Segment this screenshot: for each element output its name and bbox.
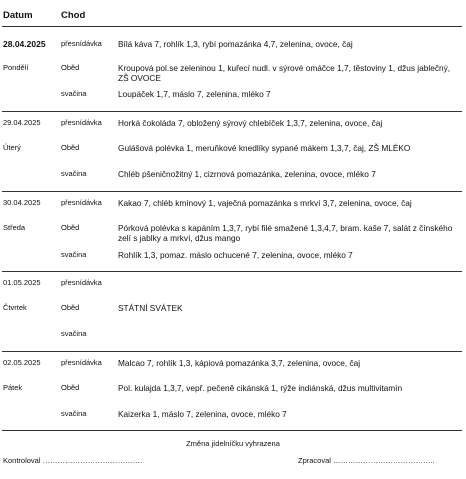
day-divider bbox=[2, 271, 462, 272]
course-label: Oběd bbox=[61, 223, 80, 232]
dish-text: Bílá káva 7, rohlík 1,3, rybí pomazánka 4,7, zelenina, ovoce, čaj bbox=[118, 39, 353, 49]
dish-text: Horká čokoláda 7, obložený sýrový chlebíček 1,3,7, zelenina, ovoce, čaj bbox=[118, 118, 383, 128]
day-date: 01.05.2025 bbox=[3, 278, 41, 287]
dish-text: Pórková polévka s kapáním 1,3,7, rybí filé smažené 1,3,4,7, bram. kaše 7, salát z čínského zelí s jablky a mrkví, džus mango bbox=[118, 223, 453, 243]
course-label: přesnídávka bbox=[61, 39, 102, 48]
day-date: 30.04.2025 bbox=[3, 198, 41, 207]
course-label: přesnídávka bbox=[61, 278, 102, 287]
day-weekday: Pondělí bbox=[3, 63, 29, 72]
day-divider bbox=[2, 111, 462, 112]
course-label: svačina bbox=[61, 329, 87, 338]
day-weekday: Úterý bbox=[3, 143, 21, 152]
course-label: svačina bbox=[61, 250, 87, 259]
dish-text: Kakao 7, chléb kmínový 1, vaječná pomazánka s mrkví 3,7, zelenina, ovoce, čaj bbox=[118, 198, 412, 208]
dish-text: Chléb pšeničnožitný 1, cizrnová pomazánka, zelenina, ovoce, mléko 7 bbox=[118, 169, 376, 179]
day-weekday: Středa bbox=[3, 223, 26, 232]
day-divider bbox=[2, 191, 462, 192]
course-label: Oběd bbox=[61, 63, 80, 72]
day-weekday: Čtvrtek bbox=[3, 303, 27, 312]
course-label: svačina bbox=[61, 169, 87, 178]
dish-text: Kroupová pol.se zeleninou 1, kuřecí nudl. v sýrové omáčce 1,7, těstoviny 1, džus jablečný, ZŠ OVOCE bbox=[118, 63, 451, 83]
course-label: přesnídávka bbox=[61, 358, 102, 367]
day-date: 28.04.2025 bbox=[3, 39, 46, 49]
dish-text: Rohlík 1,3, pomaz. máslo ochucené 7, zelenina, ovoce, mléko 7 bbox=[118, 250, 353, 260]
dish-text: Kaizerka 1, máslo 7, zelenina, ovoce, mléko 7 bbox=[118, 409, 287, 419]
holiday-text: STÁTNÍ SVÁTEK bbox=[118, 303, 183, 313]
course-label: svačina bbox=[61, 89, 87, 98]
dish-text: Loupáček 1,7, máslo 7, zelenina, mléko 7 bbox=[118, 89, 271, 99]
day-weekday: Pátek bbox=[3, 383, 23, 392]
header-divider bbox=[2, 26, 462, 27]
checked-by-signature-line: Kontroloval …………………………………. bbox=[3, 456, 143, 465]
column-header-course: Chod bbox=[61, 10, 86, 21]
prepared-by-signature-line: Zpracoval ………………………………….. bbox=[298, 456, 435, 465]
menu-change-note: Změna jídelníčku vyhrazena bbox=[186, 439, 280, 448]
course-label: Oběd bbox=[61, 303, 80, 312]
course-label: přesnídávka bbox=[61, 198, 102, 207]
course-label: svačina bbox=[61, 409, 87, 418]
day-divider bbox=[2, 430, 462, 431]
course-label: přesnídávka bbox=[61, 118, 102, 127]
day-divider bbox=[2, 351, 462, 352]
day-date: 29.04.2025 bbox=[3, 118, 41, 127]
course-label: Oběd bbox=[61, 143, 80, 152]
dish-text: Gulášová polévka 1, meruňkové knedlíky sypané mákem 1,3,7, čaj, ZŠ MLÉKO bbox=[118, 143, 411, 153]
dish-text: Malcao 7, rohlík 1,3, kápiová pomazánka 3,7, zelenina, ovoce, čaj bbox=[118, 358, 361, 368]
dish-text: Pol. kulajda 1,3,7, vepř. pečeně cikánská 1, rýže indiánská, džus multivitamín bbox=[118, 383, 403, 393]
day-date: 02.05.2025 bbox=[3, 358, 41, 367]
course-label: Oběd bbox=[61, 383, 80, 392]
column-header-date: Datum bbox=[3, 10, 33, 21]
